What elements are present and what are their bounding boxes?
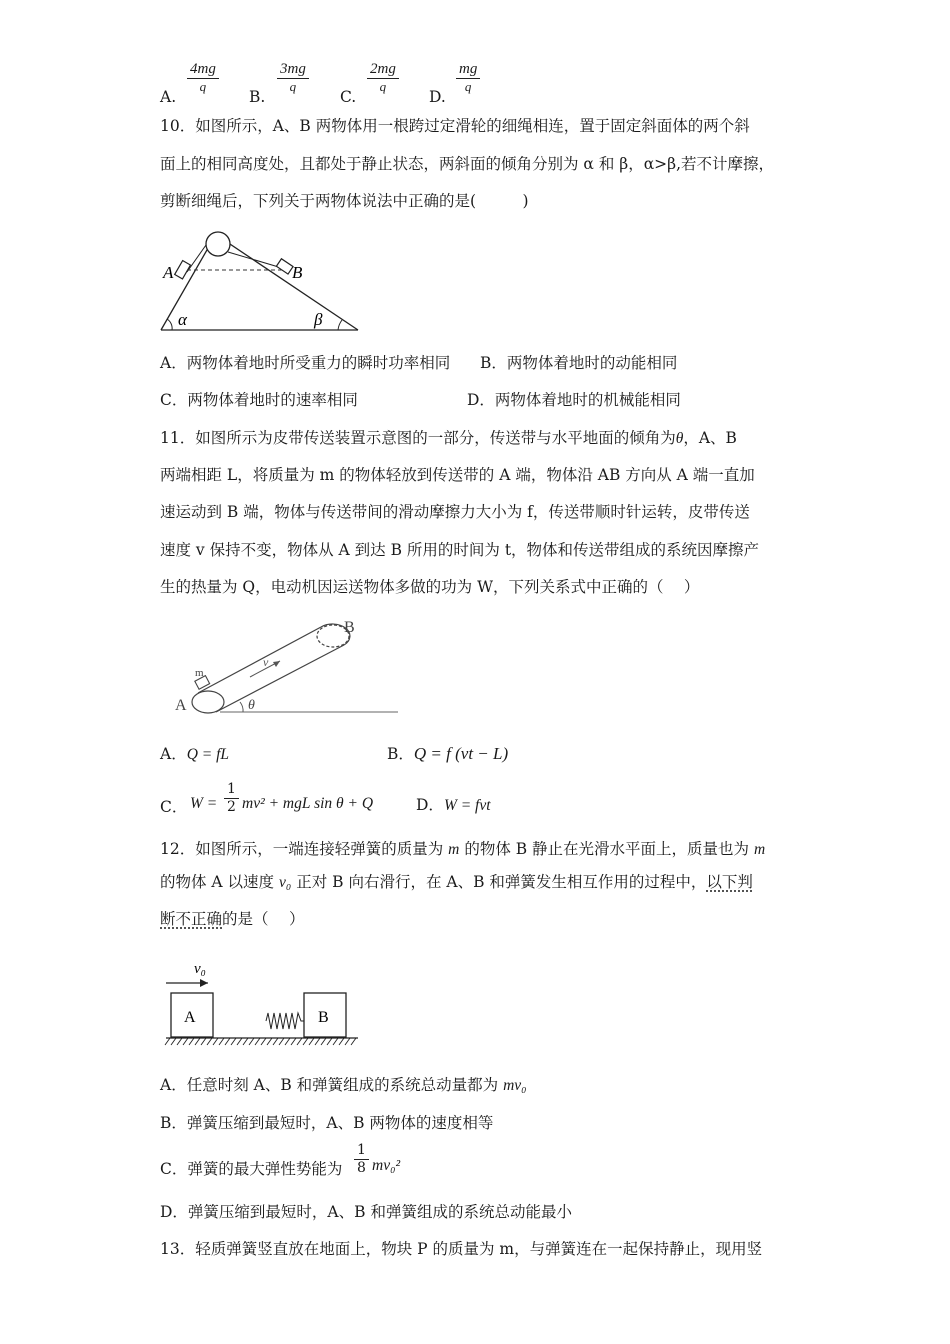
q12-text-line1 [160,839,765,860]
q10-option-c: C．两物体着地时的速率相同 [160,391,358,409]
option-expression: Q = fL [186,746,230,763]
label-theta: θ [248,698,255,713]
q12-emphasis: 以下判 [706,873,753,891]
label-b: B [344,619,355,636]
left-slope [161,236,215,330]
q12-mass-symbol: m [754,841,766,858]
q9-option-d-fraction [456,60,480,95]
q12-velocity-symbol: v₀ [279,874,292,891]
arrow-head [200,979,208,987]
q9-option-a-letter: A. [160,88,177,106]
q12-line2-text2: 正对 B 向右滑行，在 A、B 和弹簧发生相互作用的过程中， [296,873,707,891]
q11-text-line2: 两端相距 L，将质量为 m 的物体轻放到传送带的 A 端，物体沿 AB 方向从 A 端一直加 [160,466,755,484]
q11-line1-end: ，A、B [683,429,737,447]
belt-top [198,627,321,693]
label-a: A [175,697,187,714]
rope-right [228,252,282,268]
q11-text-line3: 速运动到 B 端，物体与传送带间的滑动摩擦力大小为 f，传送带顺时针运转，皮带传送 [160,503,750,521]
q10-incline-figure [158,224,363,336]
ground-hatching [165,1038,356,1045]
q12-text-line2 [160,872,753,893]
fraction-numerator: 2mg [367,60,399,79]
q11-option-d [416,795,491,816]
label-b: B [318,1009,329,1026]
option-label: B． [387,745,414,763]
q12-mass-symbol: m [448,841,460,858]
label-alpha: α [178,310,187,329]
q9-option-a-fraction [187,60,219,95]
belt-bottom [216,645,344,712]
q12-line3-text: 的是（ ） [222,910,305,928]
fraction-denominator: 8 [357,1160,366,1176]
eighth-fraction [354,1141,369,1176]
option-expression: mv₀² [372,1157,401,1174]
q11-theta: θ [675,430,684,447]
q11-conveyor-figure [168,612,403,722]
q12-text-line3 [160,909,304,929]
q11-line1-text: 11．如图所示为皮带传送装置示意图的一部分，传送带与水平地面的倾角为 [160,429,676,447]
fraction-numerator: 3mg [277,60,309,79]
fraction-numerator: mg [456,60,480,79]
block-b [276,259,293,274]
spring [266,1013,304,1029]
option-lhs: W = [190,795,218,812]
option-expression: W = fvt [443,797,491,814]
label-m: m [195,667,204,679]
q12-line2-text: 的物体 A 以速度 [160,873,275,891]
label-beta: β [314,310,323,329]
label-b: B [292,263,303,282]
q11-text-line4: 速度 v 保持不变，物体从 A 到达 B 所用的时间为 t，物体和传送带组成的系统因摩擦产 [160,541,760,559]
theta-arc [240,702,243,712]
q10-text-line2: 面上的相同高度处，且都处于静止状态，两斜面的倾角分别为 α 和 β，α>β,若不计摩擦， [160,155,775,173]
q11-text-line5: 生的热量为 Q，电动机因运送物体多做的功为 W，下列关系式中正确的（ ） [160,578,700,596]
label-a: A [184,1009,196,1026]
pulley [206,232,230,256]
alpha-arc [167,319,172,330]
q9-option-b-letter: B. [249,88,266,106]
q11-option-b [387,744,508,764]
q9-option-c-fraction [367,60,399,95]
q12-emphasis: 断不正确 [160,910,223,928]
q9-option-b-fraction [277,60,309,95]
label-v: v [263,655,269,669]
label-a: A [163,263,174,282]
q11-option-a [160,744,229,765]
q12-option-a [160,1075,527,1096]
q9-option-d-letter: D. [429,88,446,106]
fraction-numerator: 4mg [187,60,219,79]
q12-option-d: D．弹簧压缩到最短时，A、B 和弹簧组成的系统总动能最小 [160,1203,572,1221]
q12-line1-text: 12．如图所示，一端连接轻弹簧的质量为 [160,840,444,858]
option-expression: mv² + mgL sin θ + Q [242,795,374,812]
right-slope [218,236,358,330]
q10-option-d: D．两物体着地时的机械能相同 [467,391,681,409]
option-label: D． [416,796,444,814]
half-fraction [224,780,239,815]
q10-text-line3: 剪断细绳后，下列关于两物体说法中正确的是( ) [160,192,529,210]
option-expression: Q = f (vt − L) [413,744,509,763]
q12-line1-text2: 的物体 B 静止在光滑水平面上，质量也为 [464,840,750,858]
fraction-denominator: q [199,79,207,94]
option-expression: mv₀ [503,1077,527,1094]
option-label: A． [160,745,187,763]
option-label: C． [160,798,188,816]
fraction-denominator: q [289,79,297,94]
fraction-numerator: 1 [354,1141,369,1160]
fraction-denominator: q [379,79,387,94]
option-text: C．弹簧的最大弹性势能为 [160,1160,343,1178]
q10-option-b: B．两物体着地时的动能相同 [480,354,678,372]
q12-option-b: B．弹簧压缩到最短时，A、B 两物体的速度相等 [160,1114,494,1132]
q13-text-line1: 13．轻质弹簧竖直放在地面上，物块 P 的质量为 m，与弹簧连在一起保持静止，现用竖 [160,1240,763,1258]
q10-option-a: A．两物体着地时所受重力的瞬时功率相同 [160,354,451,372]
fraction-denominator: 2 [227,799,236,815]
option-text: A．任意时刻 A、B 和弹簧组成的系统总动量都为 [160,1076,499,1094]
q10-text-line1: 10．如图所示，A、B 两物体用一根跨过定滑轮的细绳相连，置于固定斜面体的两个斜 [160,117,750,135]
beta-arc [338,320,342,330]
q11-text-line1 [160,428,737,449]
fraction-numerator: 1 [224,780,239,799]
q12-spring-figure [160,955,365,1055]
q9-option-c-letter: C. [340,88,357,106]
label-v0: v₀ [194,961,206,977]
fraction-denominator: q [464,79,472,94]
